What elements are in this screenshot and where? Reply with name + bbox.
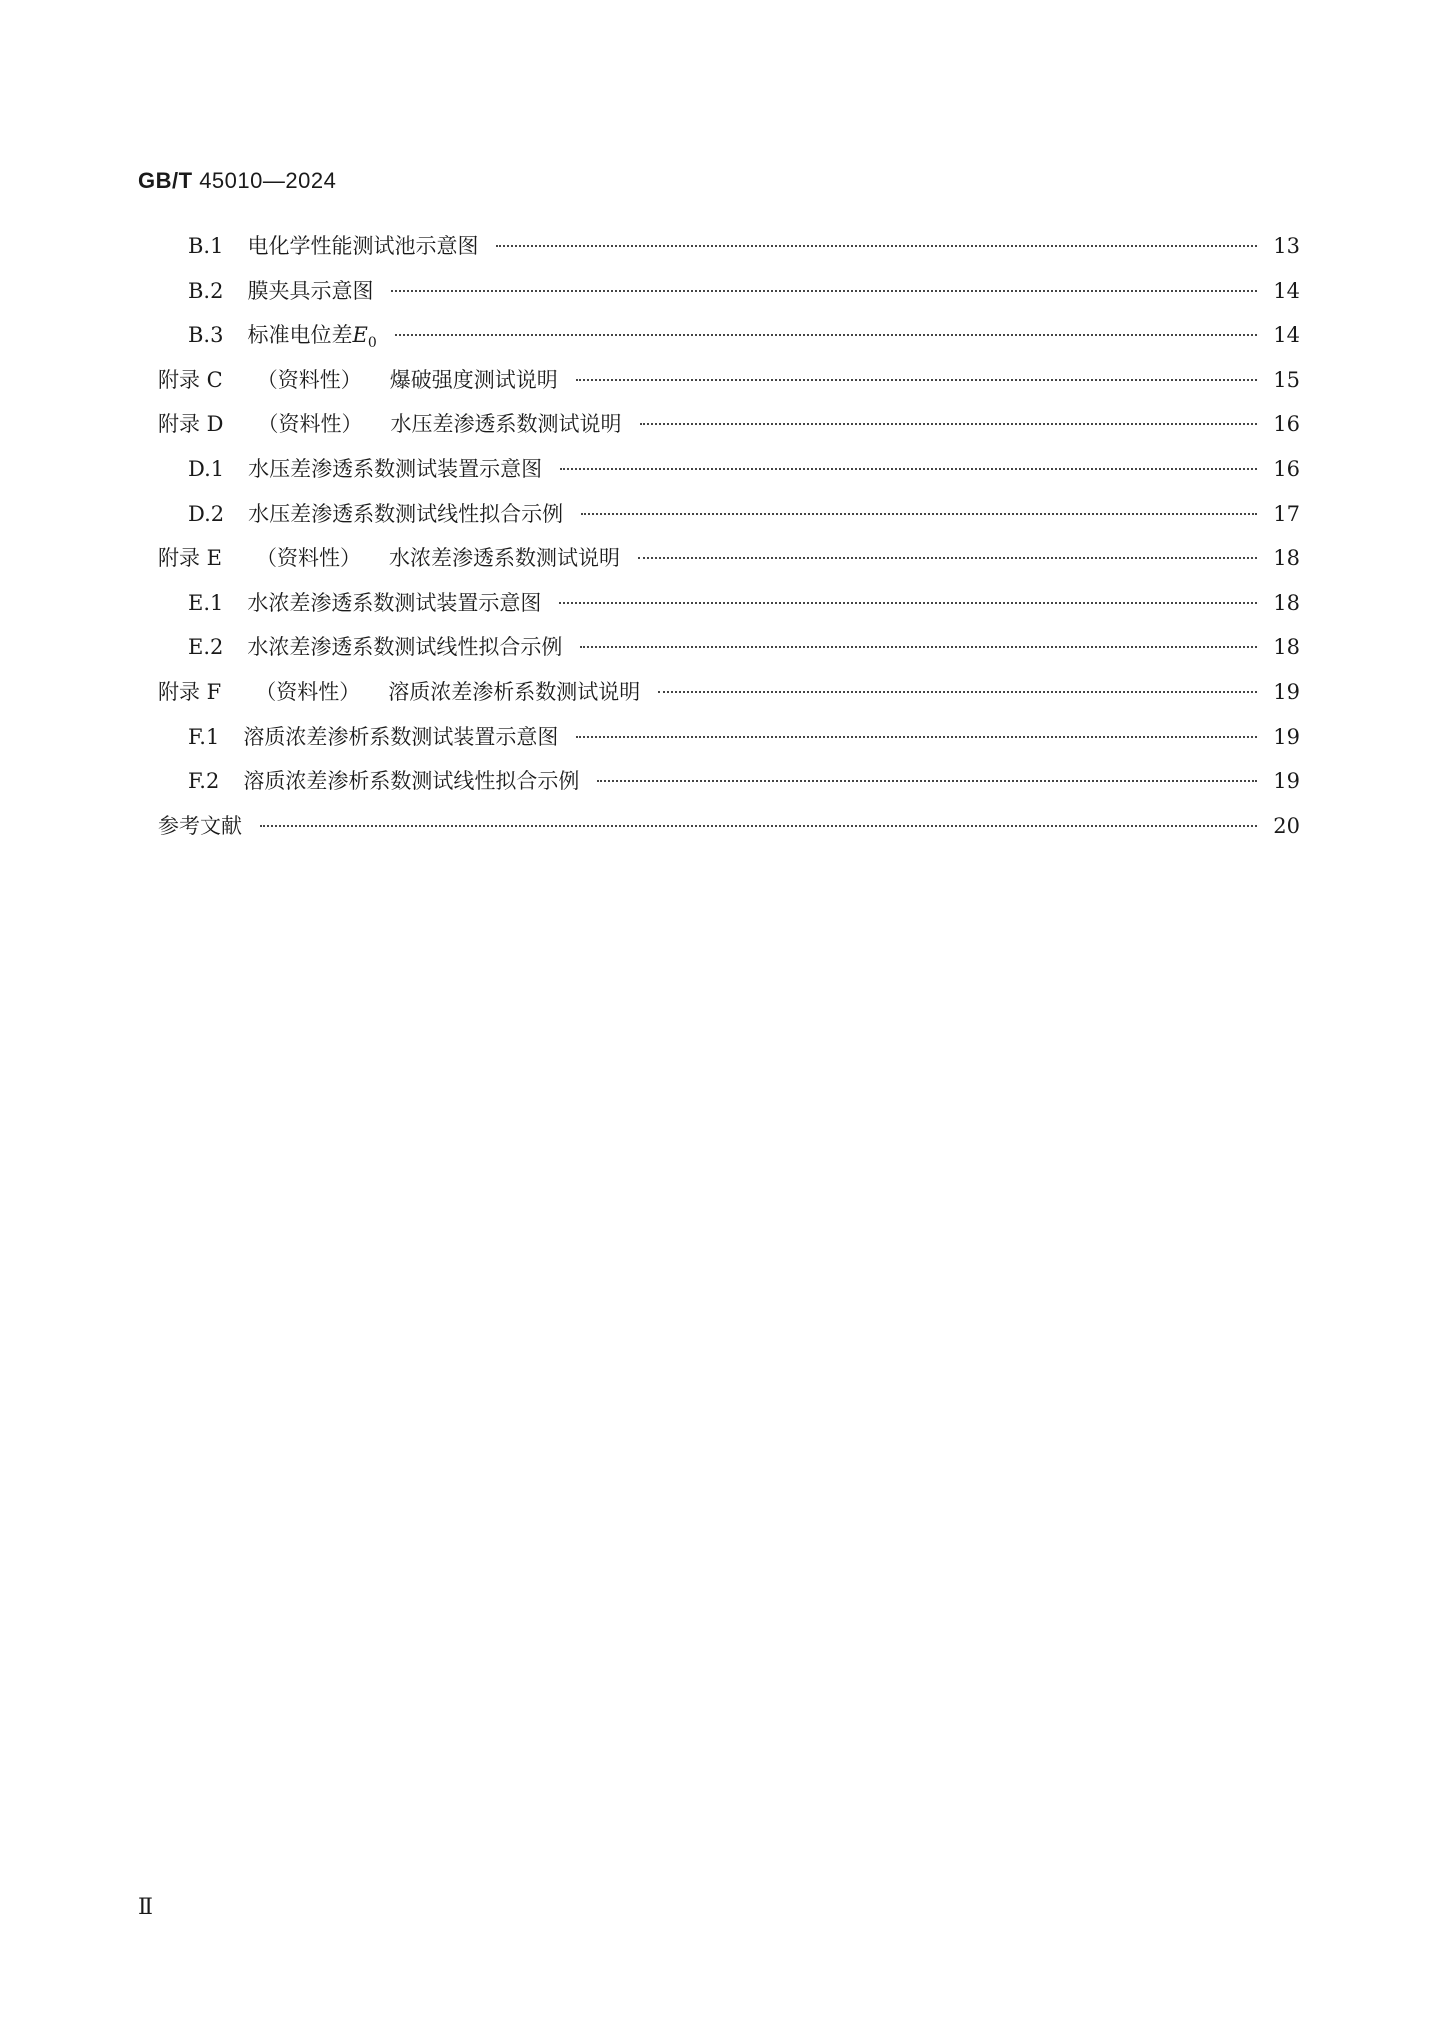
toc-entry-number: B.2 xyxy=(188,278,224,303)
toc-entry[interactable] xyxy=(158,721,1300,766)
toc-entry-title: 溶质浓差渗析系数测试说明 xyxy=(388,679,641,704)
toc-entry-number: D.1 xyxy=(188,456,225,481)
toc-leader-dots xyxy=(395,334,1258,336)
toc-leader-dots xyxy=(597,780,1257,782)
toc-entry[interactable] xyxy=(158,587,1300,632)
toc-entry-page: 14 xyxy=(1273,278,1300,303)
toc-entry-page: 19 xyxy=(1273,724,1300,749)
toc-leader-dots xyxy=(638,557,1257,559)
toc-entry[interactable] xyxy=(158,364,1300,409)
toc-entry-annex-type: （资料性） xyxy=(256,367,362,392)
toc-entry-page: 19 xyxy=(1273,679,1300,704)
toc-entry-number: B.1 xyxy=(188,234,224,258)
document-header xyxy=(138,168,336,194)
toc-leader-dots xyxy=(391,290,1257,292)
toc-entry-title: 水压差渗透系数测试说明 xyxy=(390,412,622,437)
standard-number: 45010—2024 xyxy=(199,168,337,193)
toc-entry[interactable] xyxy=(158,765,1300,810)
toc-entry-title: 参考文献 xyxy=(158,813,242,838)
toc-entry-title: 电化学性能测试池示意图 xyxy=(247,234,479,258)
toc-entry[interactable] xyxy=(158,408,1300,453)
symbol-letter: E xyxy=(352,323,368,348)
toc-entry[interactable] xyxy=(158,275,1300,320)
toc-entry-number: 附录 C xyxy=(158,367,223,392)
toc-entry-number: E.2 xyxy=(188,635,224,660)
toc-entry[interactable] xyxy=(158,319,1300,364)
toc-leader-dots xyxy=(560,468,1257,470)
toc-entry-page: 17 xyxy=(1273,501,1300,526)
toc-entry-annex-type: （资料性） xyxy=(256,546,362,571)
toc-entry-page: 19 xyxy=(1273,769,1300,794)
toc-entry[interactable] xyxy=(158,676,1300,721)
toc-entry-page: 13 xyxy=(1273,234,1300,258)
toc-entry-page: 15 xyxy=(1273,367,1300,392)
toc-entry-page: 18 xyxy=(1273,590,1300,615)
toc-entry[interactable] xyxy=(158,453,1300,498)
toc-entry-number: F.2 xyxy=(188,769,220,794)
toc-leader-dots xyxy=(559,602,1257,604)
toc-leader-dots xyxy=(581,513,1257,515)
toc-leader-dots xyxy=(576,379,1258,381)
toc-entry-number: 附录 D xyxy=(158,412,224,437)
toc-entry[interactable] xyxy=(158,631,1300,676)
toc-leader-dots xyxy=(576,736,1257,738)
toc-entry-annex-type: （资料性） xyxy=(257,412,363,437)
toc-entry-page: 16 xyxy=(1273,412,1300,437)
toc-entry-annex-type: （资料性） xyxy=(255,679,361,704)
toc-entry-number: E.1 xyxy=(188,590,224,615)
page-number: Ⅱ xyxy=(138,1895,153,1920)
toc-leader-dots xyxy=(496,245,1257,247)
toc-entry-title: 水浓差渗透系数测试说明 xyxy=(389,546,621,571)
symbol-subscript: 0 xyxy=(367,335,377,352)
toc-leader-dots xyxy=(580,646,1257,648)
toc-leader-dots xyxy=(640,423,1258,425)
toc-entry-title: 水压差渗透系数测试装置示意图 xyxy=(248,456,543,481)
toc-entry-symbol xyxy=(352,323,376,351)
toc-entry-title: 水压差渗透系数测试线性拟合示例 xyxy=(248,501,564,526)
toc-entry-title: 溶质浓差渗析系数测试线性拟合示例 xyxy=(243,769,580,794)
toc-leader-dots xyxy=(260,825,1257,827)
toc-leader-dots xyxy=(658,691,1257,693)
toc-entry-title: 爆破强度测试说明 xyxy=(389,367,558,392)
toc-entry-title: 水浓差渗透系数测试线性拟合示例 xyxy=(247,635,563,660)
toc-entry-page: 20 xyxy=(1273,813,1300,838)
toc-entry-title: 膜夹具示意图 xyxy=(247,278,374,303)
toc-entry-title: 标准电位差 xyxy=(247,323,353,348)
standard-code: GB/T xyxy=(138,168,193,193)
toc-entry[interactable] xyxy=(158,542,1300,587)
table-of-contents xyxy=(158,230,1300,854)
toc-entry-page: 14 xyxy=(1273,323,1300,348)
toc-entry-page: 18 xyxy=(1273,635,1300,660)
toc-entry-page: 18 xyxy=(1273,546,1300,571)
toc-entry-title: 溶质浓差渗析系数测试装置示意图 xyxy=(243,724,559,749)
toc-entry[interactable] xyxy=(158,498,1300,543)
toc-entry[interactable] xyxy=(158,230,1300,275)
toc-entry[interactable] xyxy=(158,810,1300,855)
toc-entry-number: 附录 F xyxy=(158,679,222,704)
toc-entry-number: F.1 xyxy=(188,724,220,749)
toc-entry-number: 附录 E xyxy=(158,546,223,571)
toc-entry-number: B.3 xyxy=(188,323,224,348)
toc-entry-number: D.2 xyxy=(188,501,225,526)
toc-entry-page: 16 xyxy=(1273,456,1300,481)
toc-entry-title: 水浓差渗透系数测试装置示意图 xyxy=(247,590,542,615)
